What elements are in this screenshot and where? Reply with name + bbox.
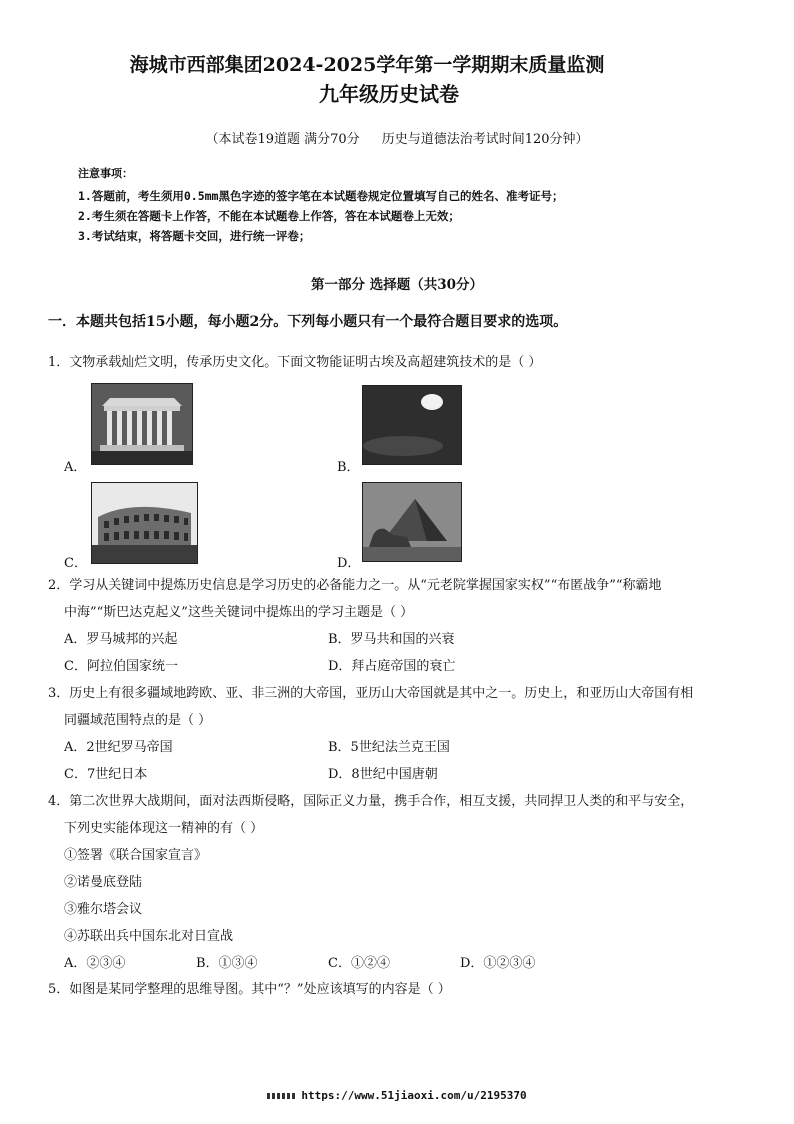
option-b-label: B． bbox=[337, 460, 360, 475]
option-a: A．②③④ bbox=[64, 956, 126, 971]
notes-item: 2.考生须在答题卡上作答，不能在本试题卷上作答，答在本试题卷上无效； bbox=[78, 209, 460, 223]
question-4-item: ③雅尔塔会议 bbox=[64, 902, 143, 917]
parthenon-icon bbox=[92, 384, 192, 464]
question-1-stem: 1．文物承载灿烂文明，传承历史文化。下面文物能证明古埃及高超建筑技术的是（ ） bbox=[48, 355, 542, 370]
question-5-stem: 5．如图是某同学整理的思维导图。其中“？”处应该填写的内容是（ ） bbox=[48, 982, 451, 997]
notes-item: 3.考试结束，将答题卡交回，进行统一评卷； bbox=[78, 229, 311, 243]
subtitle-time: 历史与道德法治考试时间120分钟） bbox=[381, 132, 589, 147]
question-2 bbox=[48, 572, 748, 680]
question-3-options bbox=[48, 734, 748, 788]
option-a: A．2世纪罗马帝国 bbox=[64, 740, 173, 755]
option-a-image-parthenon bbox=[91, 383, 193, 465]
exam-title-line2: 九年级历史试卷 bbox=[319, 82, 459, 106]
question-4-stem-line1: 4．第二次世界大战期间，面对法西斯侵略，国际正义力量，携手合作，相互支援，共同捍卫人类的和平与安全， bbox=[48, 794, 694, 809]
notes-item: 1.答题前，考生须用0.5mm黑色字迹的签字笔在本试题卷规定位置填写自己的姓名、准考证号； bbox=[78, 189, 564, 203]
option-d: D．①②③④ bbox=[460, 956, 536, 971]
option-c: C．阿拉伯国家统一 bbox=[64, 659, 178, 674]
question-3-stem-line1: 3．历史上有很多疆域地跨欧、亚、非三洲的大帝国，亚历山大帝国就是其中之一。历史上，和亚历山大帝国有相 bbox=[48, 686, 694, 701]
watermark-logo-icon bbox=[267, 1093, 297, 1099]
footer-url[interactable]: https://www.51jiaoxi.com/u/2195370 bbox=[301, 1089, 527, 1102]
colosseum-icon bbox=[92, 483, 197, 563]
option-b: B．5世纪法兰克王国 bbox=[328, 740, 450, 755]
notes-block bbox=[78, 164, 563, 246]
page-footer bbox=[0, 1089, 794, 1102]
option-a-label: A． bbox=[64, 460, 87, 475]
option-d-label: D． bbox=[337, 556, 361, 571]
question-4-item: ①签署《联合国家宣言》 bbox=[64, 848, 208, 863]
section-title: 一．本题共包括15小题，每小题2分。下列每小题只有一个最符合题目要求的选项。 bbox=[48, 314, 568, 330]
notes-heading: 注意事项： bbox=[78, 167, 133, 180]
question-3 bbox=[48, 680, 748, 788]
option-b-image-relic bbox=[362, 385, 462, 465]
part-title: 第一部分 选择题（共30分） bbox=[311, 277, 483, 293]
exam-title-line1: 海城市西部集团2024-2025学年第一学期期末质量监测 bbox=[129, 54, 605, 76]
question-4-item: ④苏联出兵中国东北对日宣战 bbox=[64, 929, 234, 944]
option-c-label: C． bbox=[64, 556, 87, 571]
question-2-stem-line2: 中海”“斯巴达克起义”这些关键词中提炼出的学习主题是（ ） bbox=[64, 605, 414, 620]
option-d: D．拜占庭帝国的衰亡 bbox=[328, 659, 456, 674]
exam-subtitle bbox=[0, 128, 794, 147]
question-2-options bbox=[48, 626, 748, 680]
question-4-options bbox=[48, 950, 748, 977]
question-4-stem-line2: 下列史实能体现这一精神的有（ ） bbox=[64, 821, 264, 836]
relic-icon bbox=[363, 386, 461, 464]
pyramid-icon bbox=[363, 483, 461, 561]
option-d: D．8世纪中国唐朝 bbox=[328, 767, 438, 782]
option-c: C．①②④ bbox=[328, 956, 390, 971]
option-d-image-pyramid-sphinx bbox=[362, 482, 462, 562]
option-a: A．罗马城邦的兴起 bbox=[64, 632, 178, 647]
question-4-item: ②诺曼底登陆 bbox=[64, 875, 143, 890]
question-2-stem-line1: 2．学习从关键词中提炼历史信息是学习历史的必备能力之一。从“元老院掌握国家实权”“布匿战争”“称霸地 bbox=[48, 578, 662, 593]
option-b: B．①③④ bbox=[196, 956, 258, 971]
subtitle-score: （本试卷19道题 满分70分 bbox=[205, 132, 360, 147]
option-b: B．罗马共和国的兴衰 bbox=[328, 632, 455, 647]
question-4 bbox=[48, 788, 748, 977]
option-c: C．7世纪日本 bbox=[64, 767, 148, 782]
option-c-image-colosseum bbox=[91, 482, 198, 564]
question-3-stem-line2: 同疆域范围特点的是（ ） bbox=[64, 713, 212, 728]
